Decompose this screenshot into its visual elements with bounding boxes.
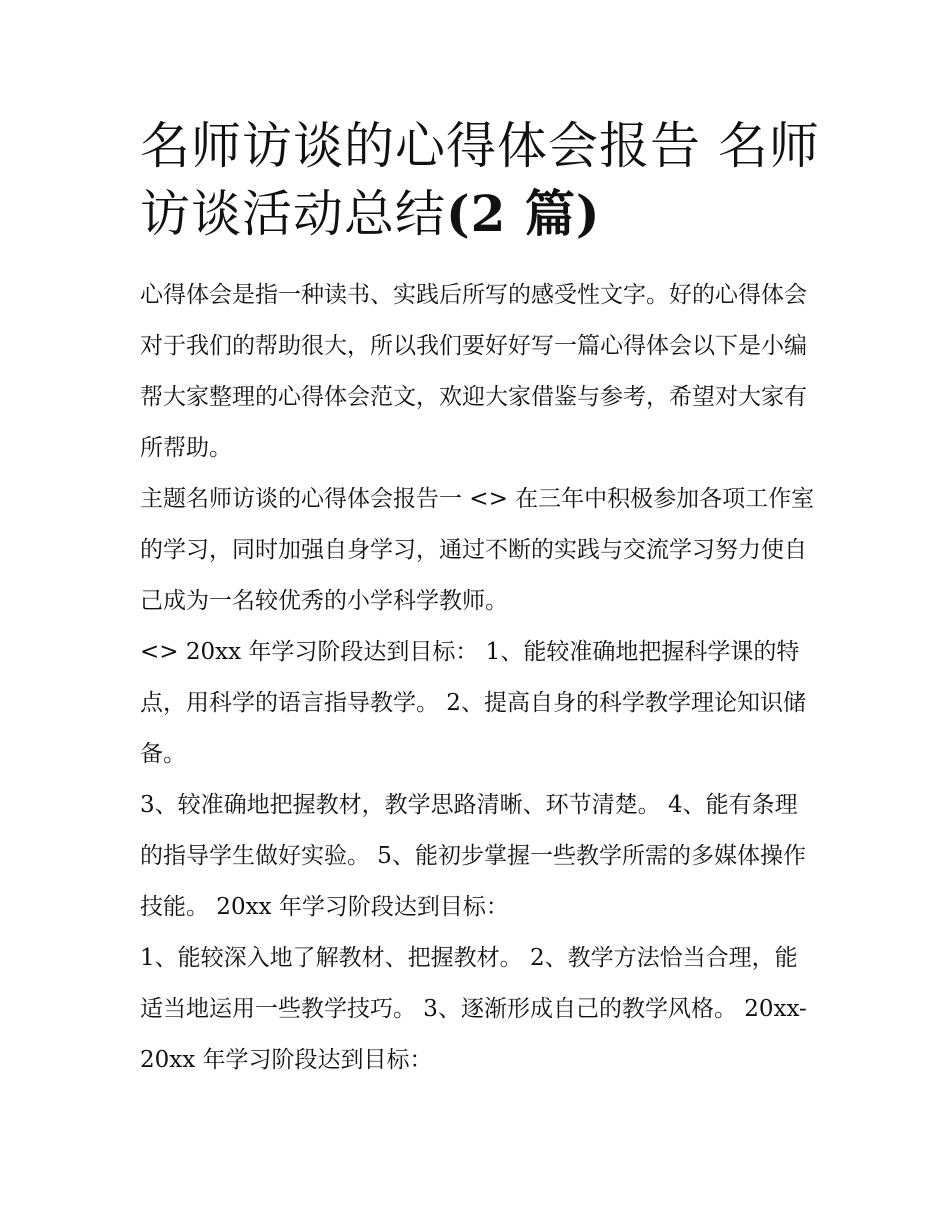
paragraph-intro: 心得体会是指一种读书、实践后所写的感受性文字。好的心得体会对于我们的帮助很大，所以我们要好好写一篇心得体会以下是小编帮大家整理的心得体会范文，欢迎大家借鉴与参考，希望对大家有所帮助。 — [140, 282, 807, 461]
paragraph-stage-one: <> 20xx 年学习阶段达到目标： 1、能较准确地把握科学课的特点，用科学的语言指导教学。 2、提高自身的科学教学理论知识储备。 — [140, 639, 806, 767]
document-title — [140, 112, 820, 248]
document-title-suffix: (2 篇) — [446, 184, 601, 243]
document-title-main: 名师访谈的心得体会报告 名师访谈活动总结 — [140, 117, 820, 243]
document-page — [140, 112, 820, 1086]
paragraph-stage-one-cont: 3、较准确地把握教材，教学思路清晰、环节清楚。 4、能有条理的指导学生做好实验。 5、能初步掌握一些教学所需的多媒体操作技能。 20xx 年学习阶段达到目标： — [140, 792, 806, 920]
paragraph-stage-two: 1、能较深入地了解教材、把握教材。 2、教学方法恰当合理，能适当地运用一些教学技巧。 3、逐渐形成自己的教学风格。 20xx-20xx 年学习阶段达到目标： — [140, 945, 807, 1073]
document-body — [140, 270, 820, 1086]
paragraph-report-one: 主题名师访谈的心得体会报告一 <> 在三年中积极参加各项工作室的学习，同时加强自身学习，通过不断的实践与交流学习努力使自己成为一名较优秀的小学科学教师。 — [140, 486, 815, 614]
